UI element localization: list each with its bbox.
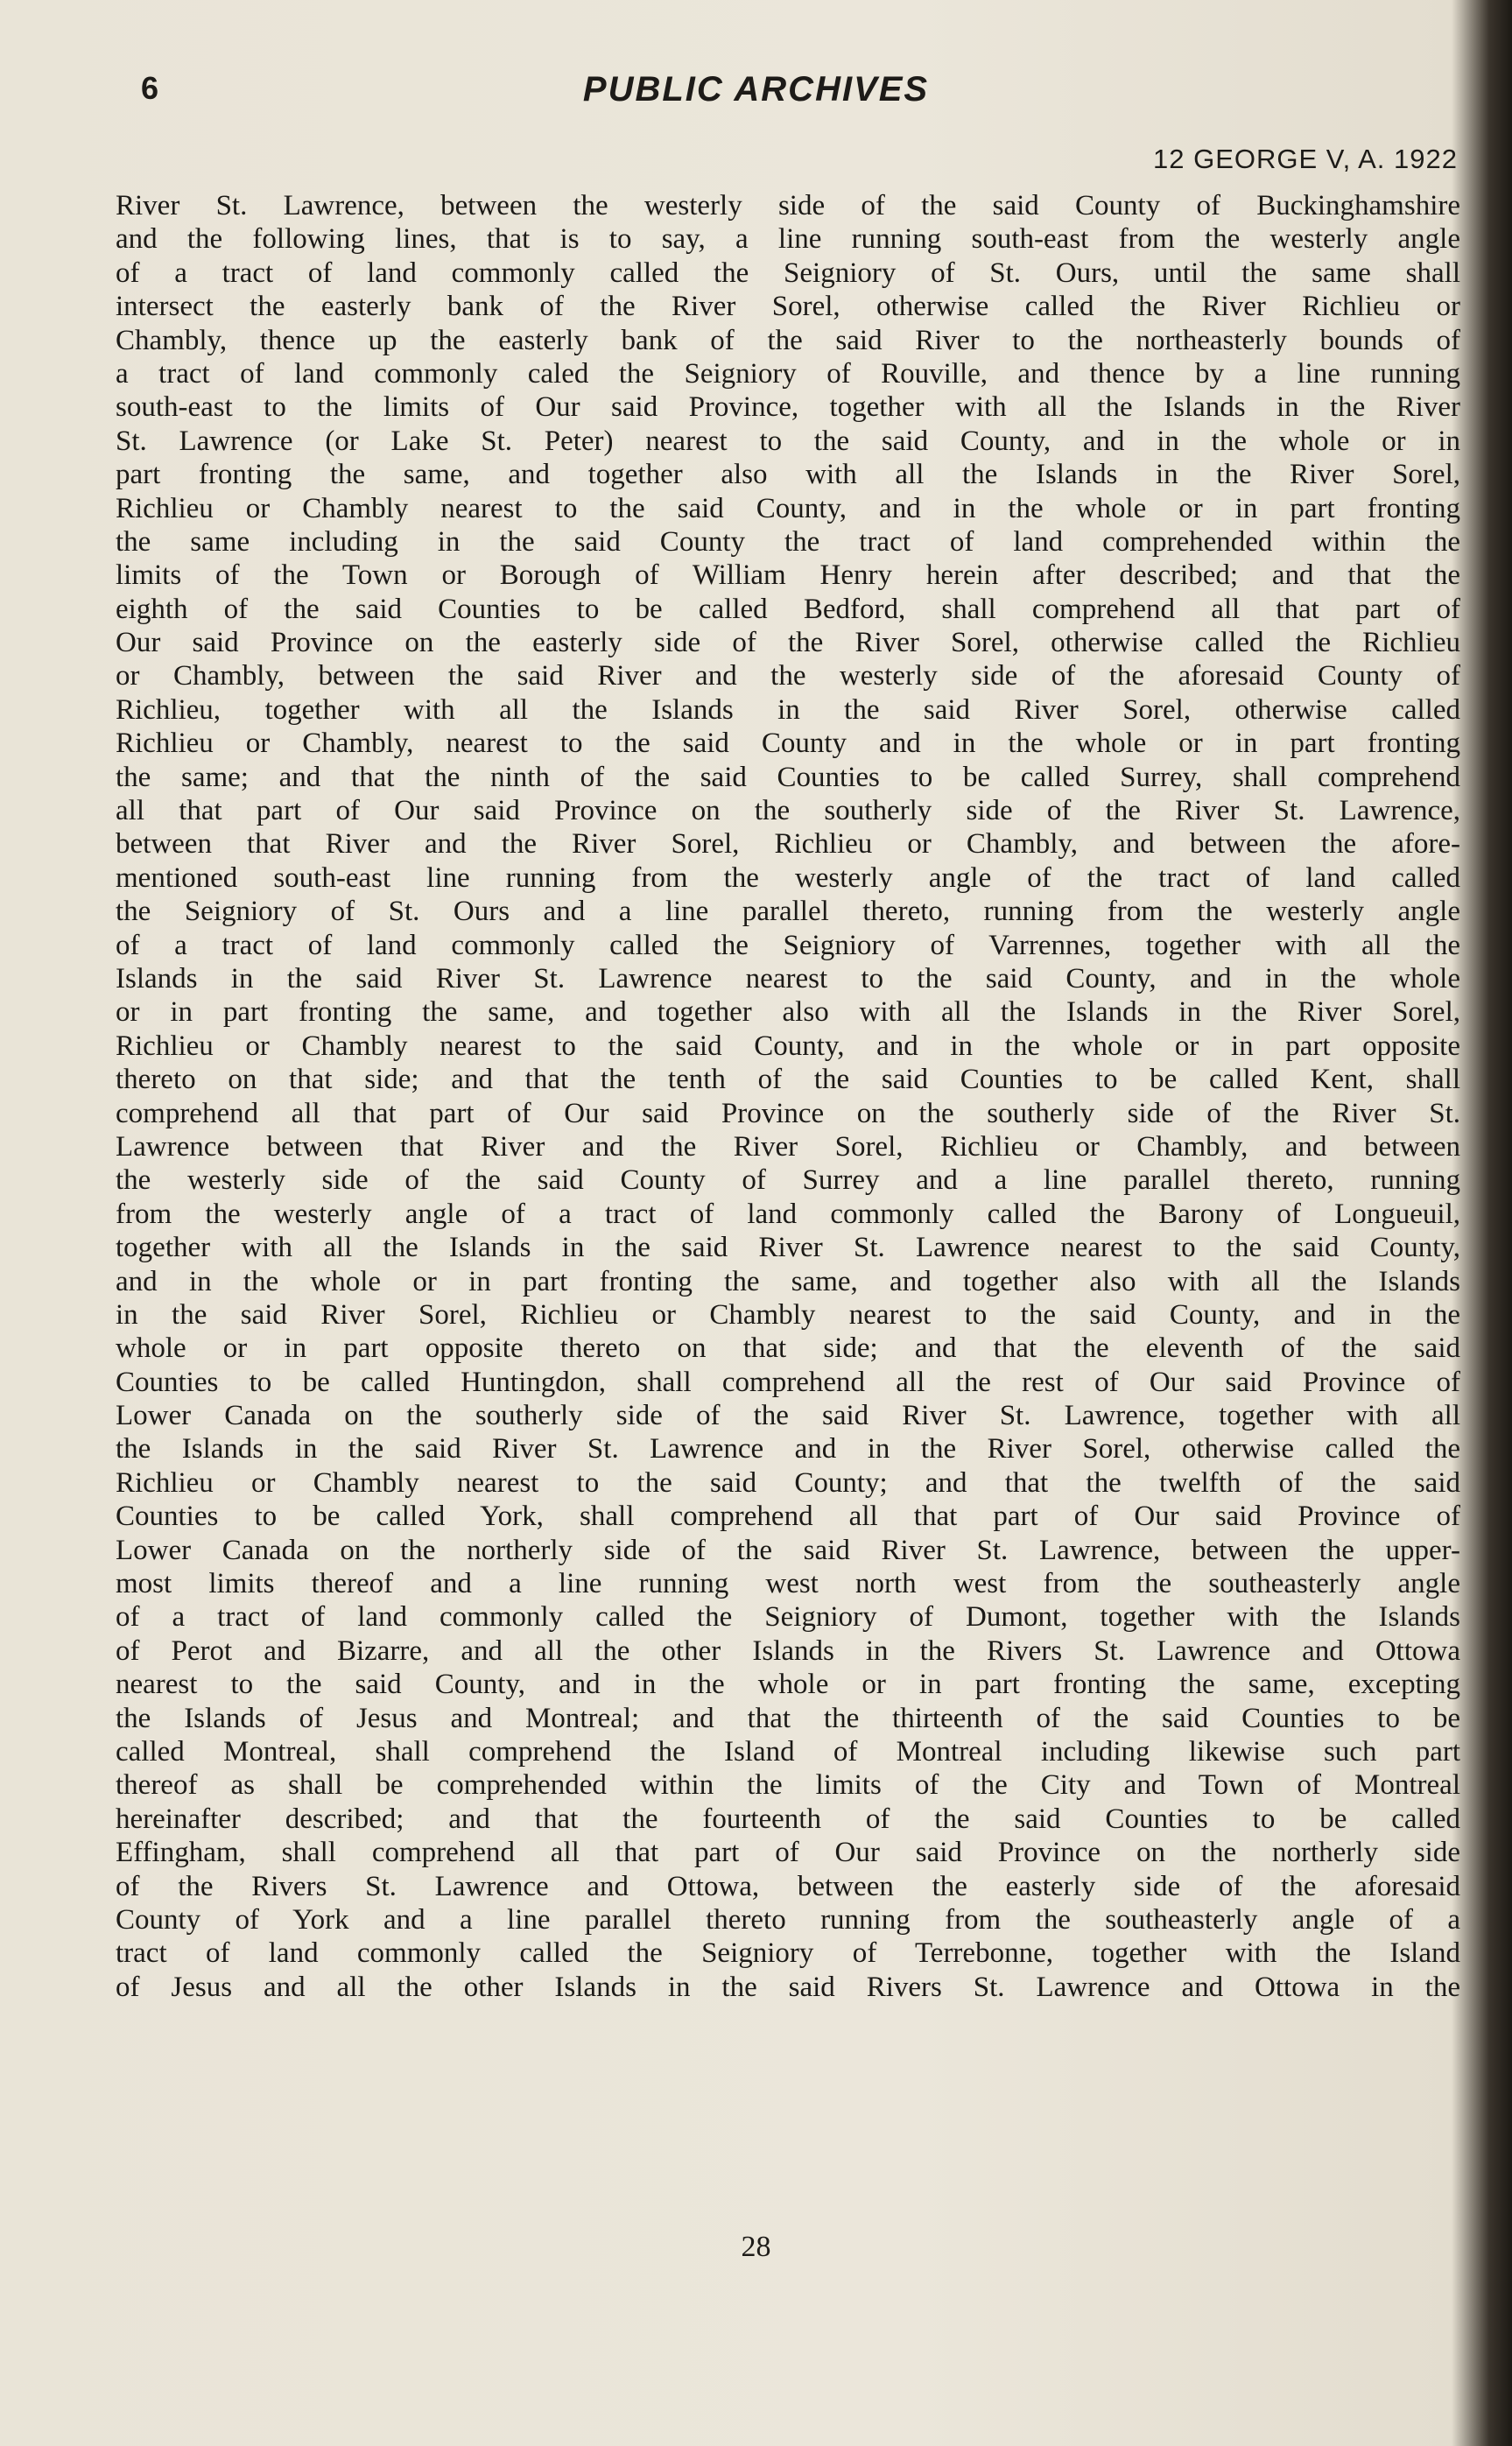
running-header <box>0 70 1512 123</box>
text-line: Our said Province on the easterly side of the River Sorel, otherwise called the Richlieu <box>116 627 1460 659</box>
text-line: thereof as shall be comprehended within the limits of the City and Town of Montreal <box>116 1769 1460 1802</box>
text-line: mentioned south-east line running from the westerly angle of the tract of land called <box>116 861 1460 894</box>
text-line: Islands in the said River St. Lawrence nearest to the said County, and in the whole <box>116 962 1460 995</box>
text-line: and the following lines, that is to say, a line running south-east from the westerly angle <box>116 223 1460 256</box>
folio-number: 28 <box>741 2231 771 2263</box>
text-line: of a tract of land commonly called the Seigniory of Varrennes, together with all the <box>116 929 1460 961</box>
running-title: PUBLIC ARCHIVES <box>582 70 930 109</box>
page-number: 6 <box>141 70 159 106</box>
text-line: Counties to be called Huntingdon, shall comprehend all the rest of Our said Province of <box>116 1366 1460 1398</box>
text-line: Lower Canada on the northerly side of the said River St. Lawrence, between the upper- <box>116 1534 1460 1566</box>
text-line: nearest to the said County, and in the whole or in part fronting the same, excepting <box>116 1669 1460 1701</box>
text-line: of Jesus and all the other Islands in the said Rivers St. Lawrence and Ottowa in the <box>116 1971 1460 2003</box>
text-line: Richlieu or Chambly, nearest to the said County and in the whole or in part fronting <box>116 727 1460 760</box>
text-line: the Islands of Jesus and Montreal; and that the thirteenth of the said Counties to be <box>116 1702 1460 1734</box>
text-line: the same; and that the ninth of the said Counties to be called Surrey, shall comprehend <box>116 761 1460 793</box>
text-line: limits of the Town or Borough of William Henry herein after described; and that the <box>116 559 1460 592</box>
text-line: from the westerly angle of a tract of land commonly called the Barony of Longueuil, <box>116 1198 1460 1230</box>
session-reference: 12 GEORGE V, A. 1922 <box>1153 144 1458 174</box>
text-line: Richlieu, together with all the Islands in the said River Sorel, otherwise called <box>116 693 1460 726</box>
text-line: Chambly, thence up the easterly bank of the said River to the northeasterly bounds of <box>116 324 1460 356</box>
text-line: Richlieu or Chambly nearest to the said County, and in the whole or in part opposite <box>116 1030 1460 1062</box>
text-line: most limits thereof and a line running west north west from the southeasterly angle <box>116 1568 1460 1600</box>
text-line: of a tract of land commonly called the Seigniory of Dumont, together with the Islands <box>116 1601 1460 1634</box>
text-line: of the Rivers St. Lawrence and Ottowa, between the easterly side of the aforesaid <box>116 1870 1460 1902</box>
text-line: south-east to the limits of Our said Province, together with all the Islands in the River <box>116 391 1460 424</box>
text-line: called Montreal, shall comprehend the Island of Montreal including likewise such part <box>116 1735 1460 1768</box>
body-text <box>116 189 1460 2004</box>
text-line: comprehend all that part of Our said Province on the southerly side of the River St. <box>116 1097 1460 1129</box>
text-line: in the said River Sorel, Richlieu or Chambly nearest to the said County, and in the <box>116 1298 1460 1331</box>
text-line: St. Lawrence (or Lake St. Peter) nearest to the said County, and in the whole or in <box>116 425 1460 457</box>
text-line: the westerly side of the said County of Surrey and a line parallel thereto, running <box>116 1164 1460 1197</box>
text-line: intersect the easterly bank of the River Sorel, otherwise called the River Richlieu or <box>116 291 1460 323</box>
text-line: County of York and a line parallel thereto running from the southeasterly angle of a <box>116 1903 1460 1936</box>
text-line: River St. Lawrence, between the westerly side of the said County of Buckinghamshire <box>116 190 1460 221</box>
text-line: the Seigniory of St. Ours and a line parallel thereto, running from the westerly angle <box>116 896 1460 928</box>
text-line: a tract of land commonly caled the Seigniory of Rouville, and thence by a line running <box>116 357 1460 390</box>
text-line: whole or in part opposite thereto on that side; and that the eleventh of the said <box>116 1332 1460 1365</box>
text-line: thereto on that side; and that the tenth of the said Counties to be called Kent, shall <box>116 1064 1460 1096</box>
text-line: tract of land commonly called the Seigniory of Terrebonne, together with the Island <box>116 1937 1460 1970</box>
text-line: hereinafter described; and that the fourteenth of the said Counties to be called <box>116 1803 1460 1835</box>
text-line: or Chambly, between the said River and the westerly side of the aforesaid County of <box>116 660 1460 692</box>
text-line: all that part of Our said Province on the southerly side of the River St. Lawrence, <box>116 795 1460 827</box>
text-line: Richlieu or Chambly nearest to the said County; and that the twelfth of the said <box>116 1466 1460 1499</box>
text-line: Effingham, shall comprehend all that part of Our said Province on the northerly side <box>116 1837 1460 1869</box>
text-line: Counties to be called York, shall comprehend all that part of Our said Province of <box>116 1501 1460 1533</box>
text-line: the same including in the said County the tract of land comprehended within the <box>116 525 1460 558</box>
text-line: the Islands in the said River St. Lawrence and in the River Sorel, otherwise called the <box>116 1433 1460 1465</box>
text-line: or in part fronting the same, and together also with all the Islands in the River Sorel, <box>116 996 1460 1029</box>
text-line: of a tract of land commonly called the Seigniory of St. Ours, until the same shall <box>116 257 1460 289</box>
text-line: Lawrence between that River and the River Sorel, Richlieu or Chambly, and between <box>116 1130 1460 1163</box>
text-line: part fronting the same, and together also with all the Islands in the River Sorel, <box>116 459 1460 491</box>
text-line: and in the whole or in part fronting the same, and together also with all the Islands <box>116 1265 1460 1297</box>
text-line: Lower Canada on the southerly side of the said River St. Lawrence, together with all <box>116 1400 1460 1432</box>
text-line: together with all the Islands in the said River St. Lawrence nearest to the said County, <box>116 1232 1460 1264</box>
text-line: between that River and the River Sorel, Richlieu or Chambly, and between the afore- <box>116 828 1460 861</box>
text-line: eighth of the said Counties to be called Bedford, shall comprehend all that part of <box>116 593 1460 625</box>
text-line: of Perot and Bizarre, and all the other Islands in the Rivers St. Lawrence and Ottowa <box>116 1634 1460 1667</box>
text-line: Richlieu or Chambly nearest to the said County, and in the whole or in part fronting <box>116 492 1460 524</box>
